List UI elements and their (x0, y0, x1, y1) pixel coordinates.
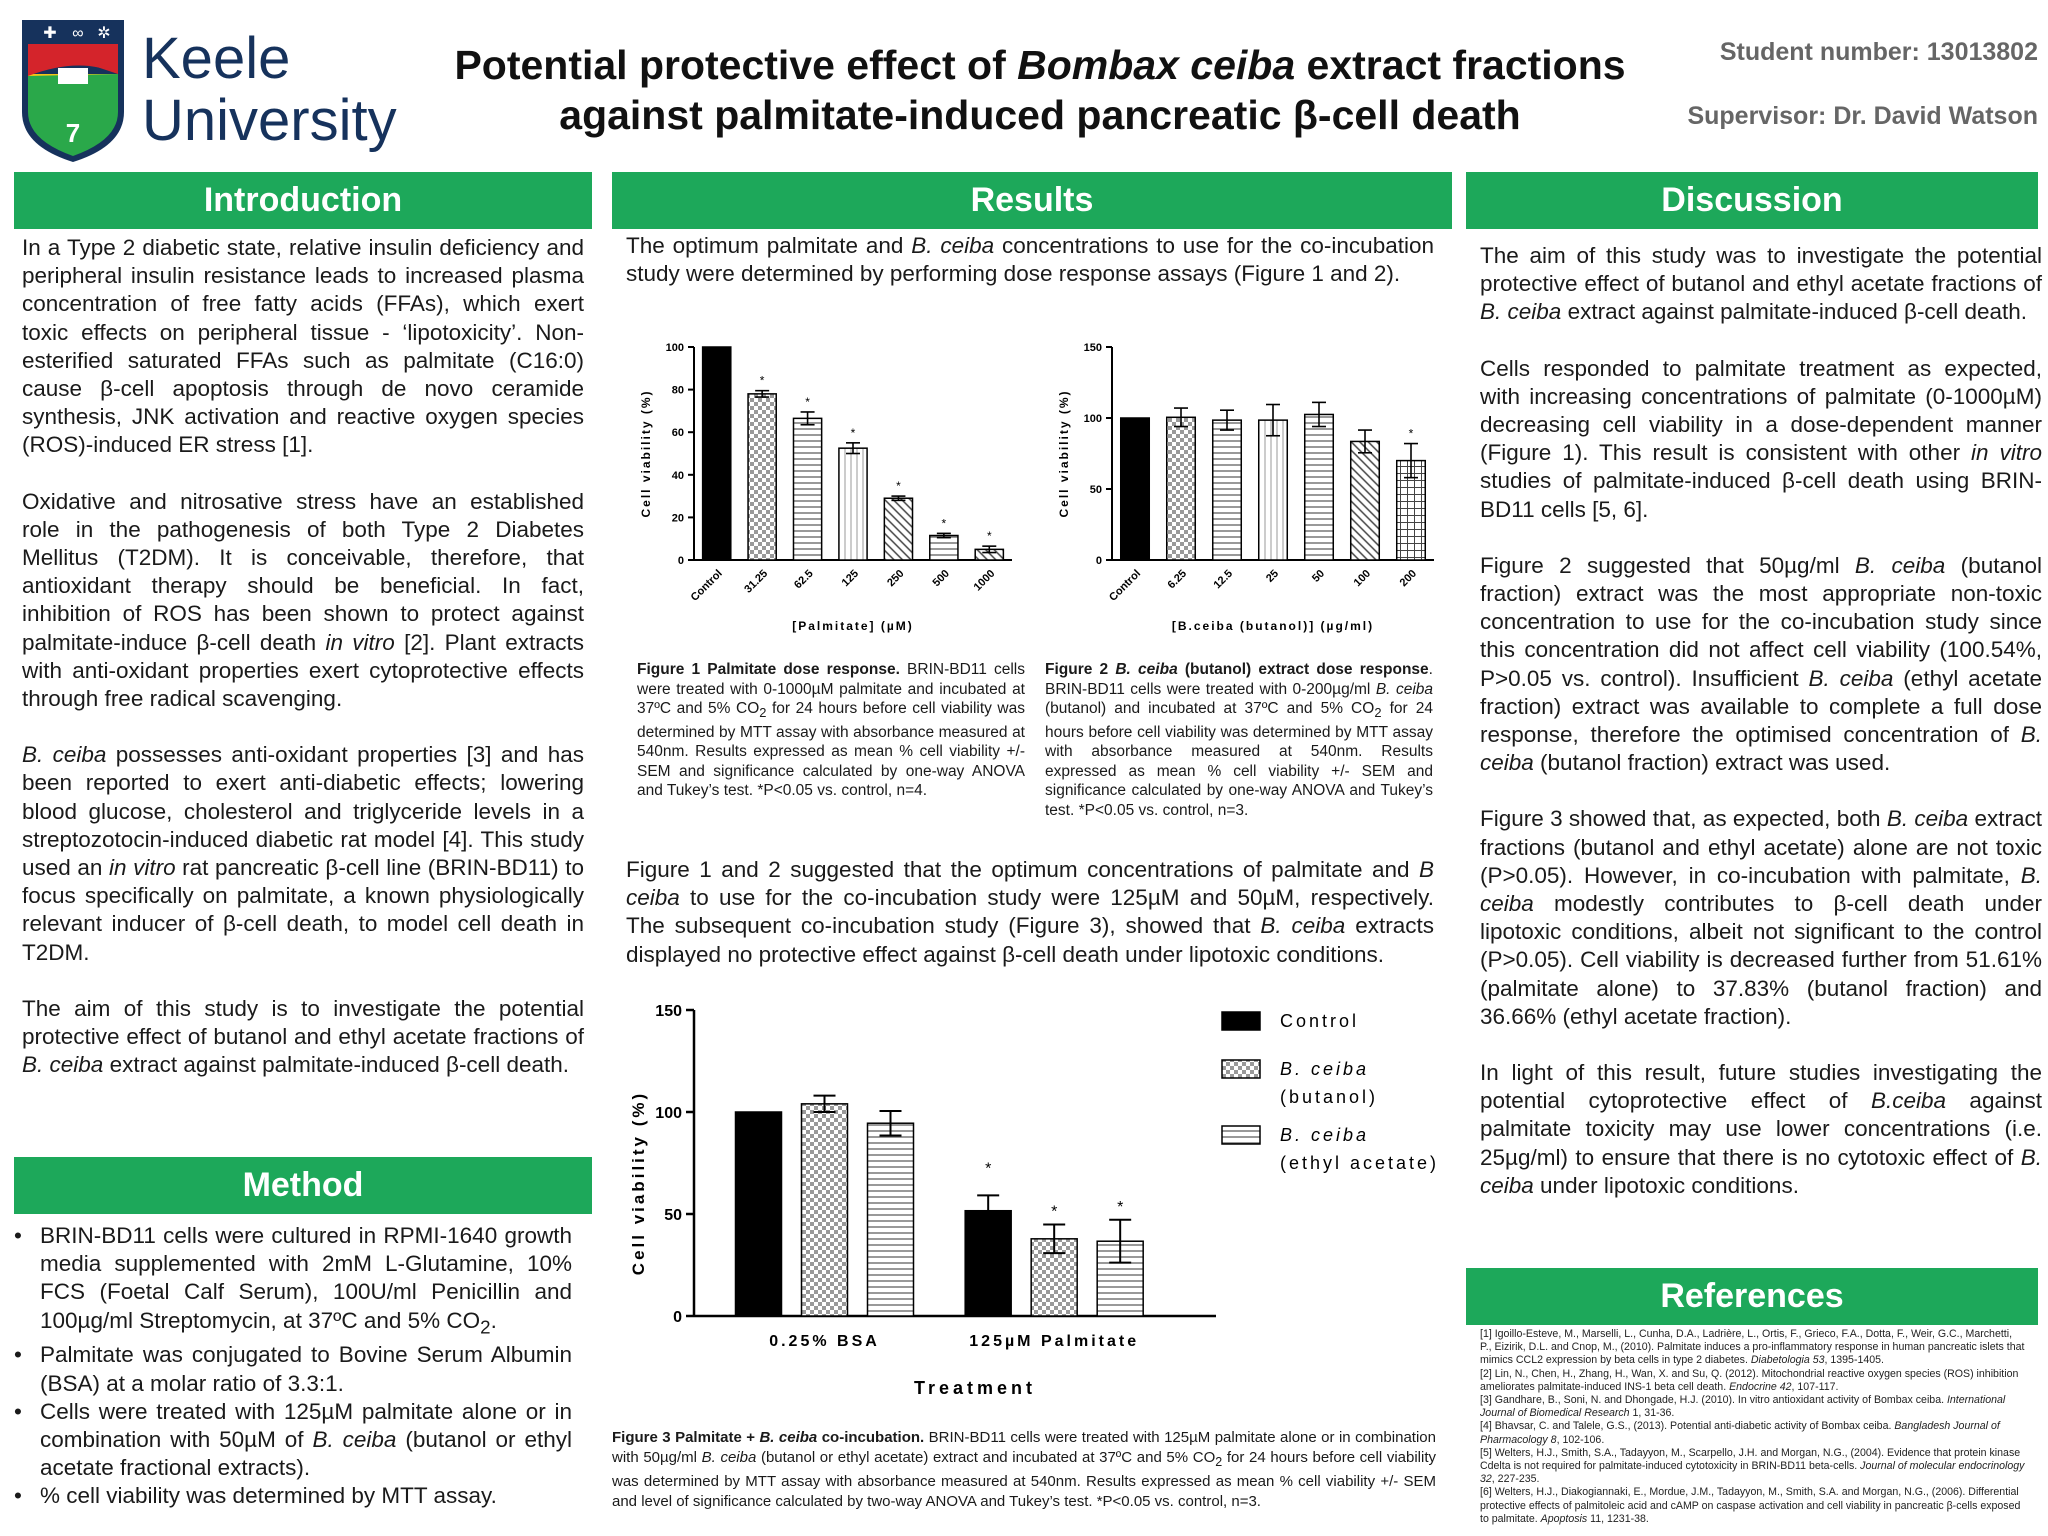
bar (1305, 414, 1334, 560)
keele-university-logo (20, 16, 410, 166)
title-line-2: against palmitate-induced pancreatic β-cell death (559, 92, 1521, 138)
results-text-2 (626, 856, 1434, 997)
discussion-paragraph-1: The aim of this study was to investigate the potential protective effect of butanol and ethyl acetate fractions of B. ceiba extract against palmitate-induced β-cell death. (1480, 243, 2042, 325)
y-tick-label: 40 (671, 469, 684, 482)
reference-5: [5] Welters, H.J., Smith, S.A., Tadayyon, M., Scarpello, J.H. and Morgan, N.G., (2004). Evidence that protein kinase Cdelta is not required for palmitate-induced cytotoxicity in BRIN-BD11 beta-cells. Journal of molecular endocrinology 32, 227-235. (1480, 1446, 2025, 1486)
significance-mark: * (1051, 1203, 1058, 1221)
reference-4: [4] Bhavsar, C. and Talele, G.S., (2013). Potential anti-diabetic activity of Bombax ceiba. Bangladesh Journal of Pharmacology 8, 102-106. (1480, 1420, 2000, 1446)
method-list (12, 1222, 572, 1511)
reference-6: [6] Welters, H.J., Diakogiannaki, E., Mordue, J.M., Tadayyon, M., Smith, S.A. and Morgan, N.G., (2006). Differential protective effects of palmitoleic acid and cAMP on caspase activation and cell viability in pancreatic β-cells exposed to palmitate. Apoptosis 11, 1231-38. (1480, 1486, 2021, 1525)
legend-swatch (1222, 1126, 1260, 1144)
y-axis-label: Cell viability (%) (639, 389, 653, 518)
bar (736, 1112, 782, 1316)
x-tick-label: 6.25 (1165, 567, 1190, 592)
x-tick-label: Control (1106, 567, 1144, 604)
results-heading: Results (612, 172, 1452, 229)
svg-text:∞: ∞ (72, 25, 84, 42)
introduction-heading: Introduction (14, 172, 592, 229)
x-tick-label: 62.5 (792, 567, 816, 592)
bar (748, 394, 776, 560)
y-tick-label: 150 (655, 1003, 682, 1020)
reference-3: [3] Gandhare, B., Soni, N. and Dhongade, H.J. (2010). In vitro antioxidant activity of Bombax ceiba. International Journal of Biomedical Research 1, 31-36. (1480, 1394, 2006, 1420)
legend-swatch (1222, 1060, 1260, 1078)
figure-3-coincubation-chart (626, 990, 1456, 1410)
bar (1121, 418, 1150, 560)
method-heading: Method (14, 1157, 592, 1214)
intro-paragraph-1: In a Type 2 diabetic state, relative insulin deficiency and peripheral insulin resistance leads to increased plasma concentration of free fatty acids (FFAs), which exert toxic effects on peripheral tissue - ‘lipotoxicity’. Non-esterified saturated FFAs such as palmitate (C16:0) cause β-cell apoptosis through de novo ceramide synthesis, JNK activation and reactive oxygen species (ROS)-induced ER stress [1]. (22, 235, 584, 458)
bar (884, 498, 912, 560)
bar (1351, 441, 1380, 560)
university-shield-icon (22, 20, 124, 162)
significance-mark: * (985, 1160, 992, 1178)
legend-swatch (1222, 1012, 1260, 1030)
x-tick-label: Control (688, 567, 725, 604)
y-tick-label: 100 (665, 342, 684, 354)
x-tick-label: 50 (1309, 567, 1328, 585)
x-tick-label: 25 (1263, 567, 1282, 585)
title-line-1: Potential protective effect of Bombax ceiba extract fractions (454, 42, 1626, 88)
figure-3-caption: Figure 3 Palmitate + B. ceiba co-incubation. BRIN-BD11 cells were treated with 125µM palmitate alone or in combination with 50µg/ml B. ceiba (butanol or ethyl acetate) extract and incubated at 37ºC and 5% $CO_2$ for 24 hours before cell viability was determined by MTT assay with absorbance measured at 540nm. Results expressed as mean % cell viability +/- SEM and level of significance calculated by two-way ANOVA and Tukey’s test. *P<0.05 vs. control, n=3. (612, 1429, 1437, 1510)
method-item-2: • Palmitate was conjugated to Bovine Serum Albumin (BSA) at a molar ratio of 3.3:1. (12, 1341, 572, 1397)
x-tick-label: 125µM Palmitate (969, 1333, 1140, 1350)
x-tick-label: 1000 (971, 567, 998, 594)
x-axis-label: Treatment (913, 1378, 1037, 1398)
discussion-text (1480, 242, 2042, 1228)
results-text-1 (626, 232, 1434, 316)
x-tick-label: 200 (1397, 567, 1420, 590)
intro-paragraph-3: B. ceiba possesses anti-oxidant properties [3] and has been reported to exert anti-diabetic effects; lowering blood glucose, cholesterol and triglyceride levels in a streptozotocin-induced diabetic rat model [4]. This study used an in vitro rat pancreatic β-cell line (BRIN-BD11) to focus specifically on palmitate, a known physiologically relevant inducer of β-cell death, to model cell death in T2DM. (22, 742, 584, 965)
x-tick-label: 500 (930, 567, 952, 590)
significance-mark: * (805, 394, 810, 409)
y-tick-label: 50 (1089, 484, 1102, 496)
discussion-heading: Discussion (1466, 172, 2038, 229)
significance-mark: * (850, 425, 856, 440)
bar (802, 1104, 848, 1316)
significance-mark: * (896, 479, 901, 494)
bar (793, 418, 821, 560)
intro-paragraph-2: Oxidative and nitrosative stress have an established role in the pathogenesis of both Type 2 Diabetes Mellitus (T2DM). It is conceivable, therefore, that antioxidant therapy should be beneficial. In fact, inhibition of ROS has been shown to protect against palmitate-induce β-cell death in vitro [2]. Plant extracts with anti-oxidant properties exert cytoprotective effects through free radical scavenging. (22, 488, 584, 712)
y-tick-label: 100 (655, 1105, 682, 1122)
y-axis-label: Cell viability (%) (1057, 389, 1071, 518)
bar (1167, 417, 1196, 560)
method-item-4: • % cell viability was determined by MTT assay. (12, 1482, 572, 1510)
x-axis-label: [B.ceiba (butanol)] (µg/ml) (1171, 619, 1375, 633)
x-tick-label: 250 (885, 567, 907, 590)
y-tick-label: 20 (671, 512, 684, 525)
bar (930, 536, 958, 560)
results-paragraph-1: The optimum palmitate and B. ceiba concentrations to use for the co-incubation study were determined by performing dose response assays (Figure 1 and 2). (626, 233, 1434, 287)
discussion-paragraph-5: In light of this result, future studies investigating the potential cytoprotective effect of B.ceiba against palmitate toxicity may use lower concentrations (i.e. 25µg/ml) to ensure that there is no cytotoxic effect of B. ceiba under lipotoxic conditions. (1480, 1060, 2042, 1198)
y-tick-label: 80 (671, 384, 684, 397)
reference-2: [2] Lin, N., Chen, H., Zhang, H., Wan, X. and Su, Q. (2012). Mitochondrial reactive oxygen species (ROS) inhibition ameliorates palmitate-induced INS-1 beta cell death. Endocrine 42, 107-117. (1480, 1367, 2019, 1393)
introduction-text (22, 234, 584, 1107)
x-tick-label: 0.25% BSA (769, 1333, 880, 1350)
student-number: Student number: 13013802 (1719, 38, 2038, 66)
x-tick-label: 100 (1351, 567, 1374, 590)
x-tick-label: 12.5 (1211, 567, 1236, 592)
y-tick-label: 0 (677, 555, 684, 567)
method-item-1: • BRIN-BD11 cells were cultured in RPMI-1640 growth media supplemented with 2mM L-Glutamine, 10% FCS (Foetal Calf Serum), 100U/ml Penicillin and 100µg/ml Streptomycin, at 37ºC and 5% $CO_2$. (12, 1222, 572, 1341)
x-tick-label: 31.25 (742, 567, 771, 596)
significance-mark: * (941, 516, 947, 531)
bar (703, 347, 731, 560)
logo-text-university: University (142, 88, 397, 153)
y-tick-label: 60 (671, 427, 684, 440)
results-paragraph-2: Figure 1 and 2 suggested that the optimum concentrations of palmitate and B ceiba to use for the co-incubation study were 125µM and 50µM, respectively. The subsequent co-incubation study (Figure 3), showed that B. ceiba extracts displayed no protective effect against β-cell death under lipotoxic conditions. (626, 857, 1434, 967)
y-tick-label: 50 (664, 1207, 682, 1224)
y-tick-label: 100 (1083, 413, 1102, 425)
legend-label: Control (1280, 1011, 1360, 1031)
figure-2-caption: Figure 2 B. ceiba (butanol) extract dose response. BRIN-BD11 cells were treated with 0-200µg/ml B. ceiba (butanol) and incubated at 37ºC and 5% $CO_2$ for 24 hours before cell viability was determined by MTT assay with absorbance measured at 540nm. Results expressed as mean % cell viability +/- SEM and significance calculated by one-way ANOVA and Tukey’s test. *P<0.05 vs. control, n=3. (1045, 661, 1433, 819)
x-axis-label: [Palmitate] (µM) (792, 619, 914, 633)
bar (868, 1123, 914, 1316)
discussion-paragraph-3: Figure 2 suggested that 50µg/ml B. ceiba (butanol fraction) extract was the most appropriate non-toxic concentration to use for the co-incubation study since this concentration did not affect cell viability (100.54%, P>0.05 vs. control). Insufficient B. ceiba (ethyl acetate fraction) extract was available to complete a full dose response, therefore the optimised concentration of B. ceiba (butanol fraction) extract was used. (1480, 552, 2042, 776)
bar (1213, 420, 1242, 560)
svg-text:✚: ✚ (43, 25, 57, 42)
bar (839, 448, 867, 560)
y-tick-label: 0 (673, 1309, 682, 1326)
legend-label: (ethyl acetate) (1280, 1153, 1440, 1173)
intro-paragraph-4: The aim of this study is to investigate the potential protective effect of butanol and ethyl acetate fractions of B. ceiba extract against palmitate-induced β-cell death. (22, 995, 584, 1078)
legend-label: B. ceiba (1280, 1125, 1370, 1145)
x-tick-label: 125 (839, 567, 862, 590)
y-tick-label: 150 (1083, 342, 1102, 354)
discussion-paragraph-2: Cells responded to palmitate treatment as expected, with increasing concentrations of palmitate (0-1000µM) decreasing cell viability in a dose-dependent manner (Figure 1). This result is consistent with other in vitro studies of palmitate-induced β-cell death using BRIN-BD11 cells [5, 6]. (1480, 355, 2042, 522)
significance-mark: * (1408, 426, 1414, 441)
reference-1: [1] Igoillo-Esteve, M., Marselli, L., Cunha, D.A., Ladrière, L., Ortis, F., Grieco, F.A., Dotta, F., Weir, G.C., Marchetti, P., Eizirik, D.L. and Cnop, M., (2010). Palmitate induces a pro-inflammatory response in human pancreatic islets that mimics CCL2 expression by beta cells in type 2 diabetes. Diabetologia 53, 1395-1405. (1480, 1328, 2025, 1367)
figure-1-caption: Figure 1 Palmitate dose response. BRIN-BD11 cells were treated with 0-1000µM palmitate and incubated at 37ºC and 5% $CO_2$ for 24 hours before cell viability was determined by MTT assay with absorbance measured at 540nm. Results expressed as mean % cell viability +/- SEM and significance calculated by one-way ANOVA and Tukey’s test. *P<0.05 vs. control, n=4. (637, 661, 1026, 800)
bar (1259, 420, 1288, 560)
legend-label: (butanol) (1280, 1087, 1379, 1107)
y-axis-label: Cell viability (%) (629, 1090, 648, 1276)
y-tick-label: 0 (1095, 555, 1102, 567)
references-list (1480, 1328, 2025, 1526)
figure-1-palmitate-chart (626, 330, 1026, 650)
discussion-paragraph-4: Figure 3 showed that, as expected, both B. ceiba extract fractions (butanol and ethyl acetate) alone are not toxic (P>0.05). However, in co-incubation with palmitate, B. ceiba modestly contributes to β-cell death under lipotoxic conditions, albeit not significant to the control (P>0.05). Cell viability is decreased further from 51.61% (palmitate alone) to 37.83% (butanol fraction) and 36.66% (ethyl acetate fraction). (1480, 806, 2042, 1029)
significance-mark: * (986, 529, 992, 544)
method-item-3: • Cells were treated with 125µM palmitate alone or in combination with 50µM of B. ceiba (butanol or ethyl acetate fractional extracts). (12, 1398, 572, 1483)
svg-text:7: 7 (65, 118, 81, 148)
references-heading: References (1466, 1268, 2038, 1325)
supervisor: Supervisor: Dr. David Watson (1687, 102, 2038, 130)
significance-mark: * (1117, 1198, 1124, 1216)
legend-label: B. ceiba (1280, 1059, 1370, 1079)
logo-text-keele: Keele (142, 26, 291, 91)
svg-text:✲: ✲ (97, 25, 111, 42)
poster-title (440, 40, 1640, 140)
figure-2-bceiba-chart (1040, 330, 1450, 650)
significance-mark: * (759, 373, 765, 388)
